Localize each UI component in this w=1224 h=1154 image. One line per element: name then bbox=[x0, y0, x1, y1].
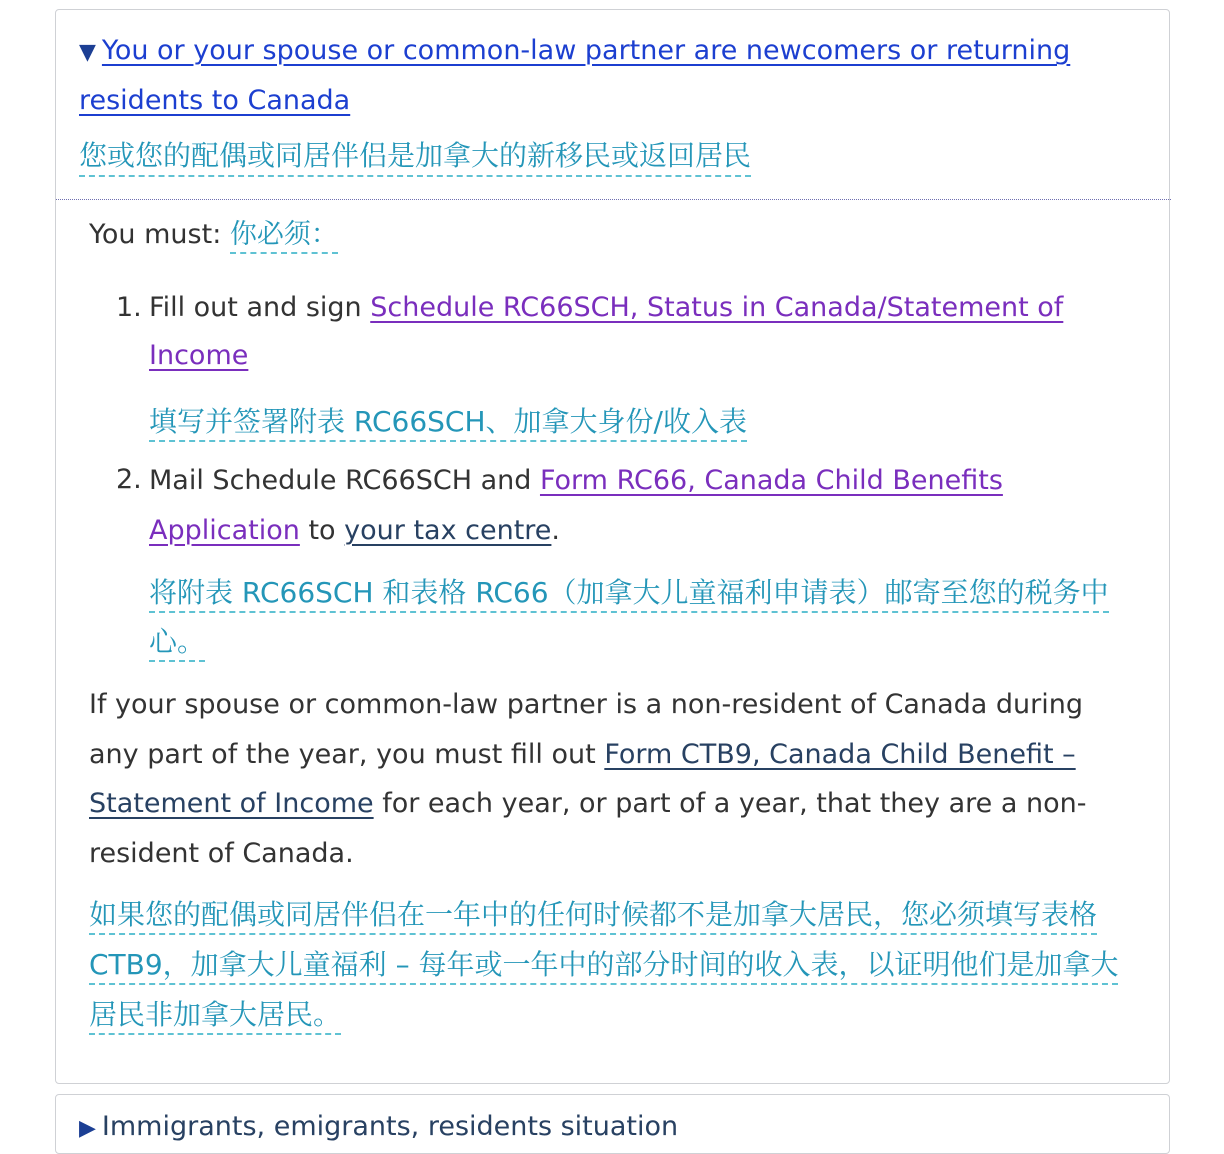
you-must-text: You must: bbox=[89, 219, 222, 250]
summary-title-translation: 您或您的配偶或同居伴侣是加拿大的新移民或返回居民 bbox=[79, 138, 751, 177]
triangle-right-icon: ▶ bbox=[79, 1116, 96, 1141]
step-1-text: Fill out and sign bbox=[149, 292, 371, 323]
form-rc66-link[interactable]: Form RC66, Canada Child Benefits Application bbox=[149, 465, 1003, 546]
list-item-translation bbox=[149, 397, 1124, 446]
form-ctb9-link[interactable]: Form CTB9, Canada Child Benefit – Statement of Income bbox=[89, 738, 1076, 819]
summary-title[interactable] bbox=[79, 27, 1139, 125]
next-section-title-text[interactable]: Immigrants, emigrants, residents situation bbox=[101, 1111, 679, 1142]
list-item-text bbox=[149, 456, 1114, 556]
list-item-translation bbox=[149, 568, 1124, 666]
details-next-section[interactable] bbox=[55, 1094, 1170, 1154]
step-2-text: Mail Schedule RC66SCH and bbox=[149, 465, 540, 496]
paragraph-translation-text: 如果您的配偶或同居伴侣在一年中的任何时候都不是加拿大居民，您必须填写表格 CTB9，加拿大儿童福利 – 每年或一年中的部分时间的收入表，以证明他们是加拿大居民非加拿大居民。 bbox=[89, 898, 1118, 1035]
step-1-translation: 填写并签署附表 RC66SCH、加拿大身份/收入表 bbox=[149, 405, 747, 442]
paragraph-text-end: for each year, or part of a year, that they are a non-resident of Canada. bbox=[89, 788, 1087, 869]
step-2-translation: 将附表 RC66SCH 和表格 RC66（加拿大儿童福利申请表）邮寄至您的税务中心。 bbox=[149, 576, 1109, 662]
list-item-text bbox=[149, 284, 1114, 380]
next-section-title[interactable] bbox=[79, 1103, 678, 1153]
triangle-down-icon: ▼ bbox=[79, 40, 96, 65]
tax-centre-link[interactable]: your tax centre bbox=[344, 515, 552, 546]
step-2-text-middle: to bbox=[299, 515, 345, 546]
details-newcomers bbox=[55, 9, 1170, 1084]
paragraph-text: If your spouse or common-law partner is a non-resident of Canada during any part of the year, you must fill out bbox=[89, 689, 1083, 770]
you-must-translation: 你必须： bbox=[230, 219, 338, 254]
step-2-text-end: . bbox=[551, 515, 561, 546]
list-number: 1. bbox=[116, 292, 142, 323]
non-resident-paragraph bbox=[89, 680, 1139, 878]
paragraph-translation bbox=[89, 890, 1139, 1040]
you-must-label bbox=[89, 215, 338, 255]
list-number: 2. bbox=[116, 464, 142, 495]
summary-title-link[interactable]: You or your spouse or common-law partner are newcomers or returning residents to Canada bbox=[79, 35, 1071, 116]
schedule-rc66sch-link[interactable]: Schedule RC66SCH, Status in Canada/Statement of Income bbox=[149, 292, 1064, 371]
details-summary[interactable] bbox=[56, 10, 1171, 200]
